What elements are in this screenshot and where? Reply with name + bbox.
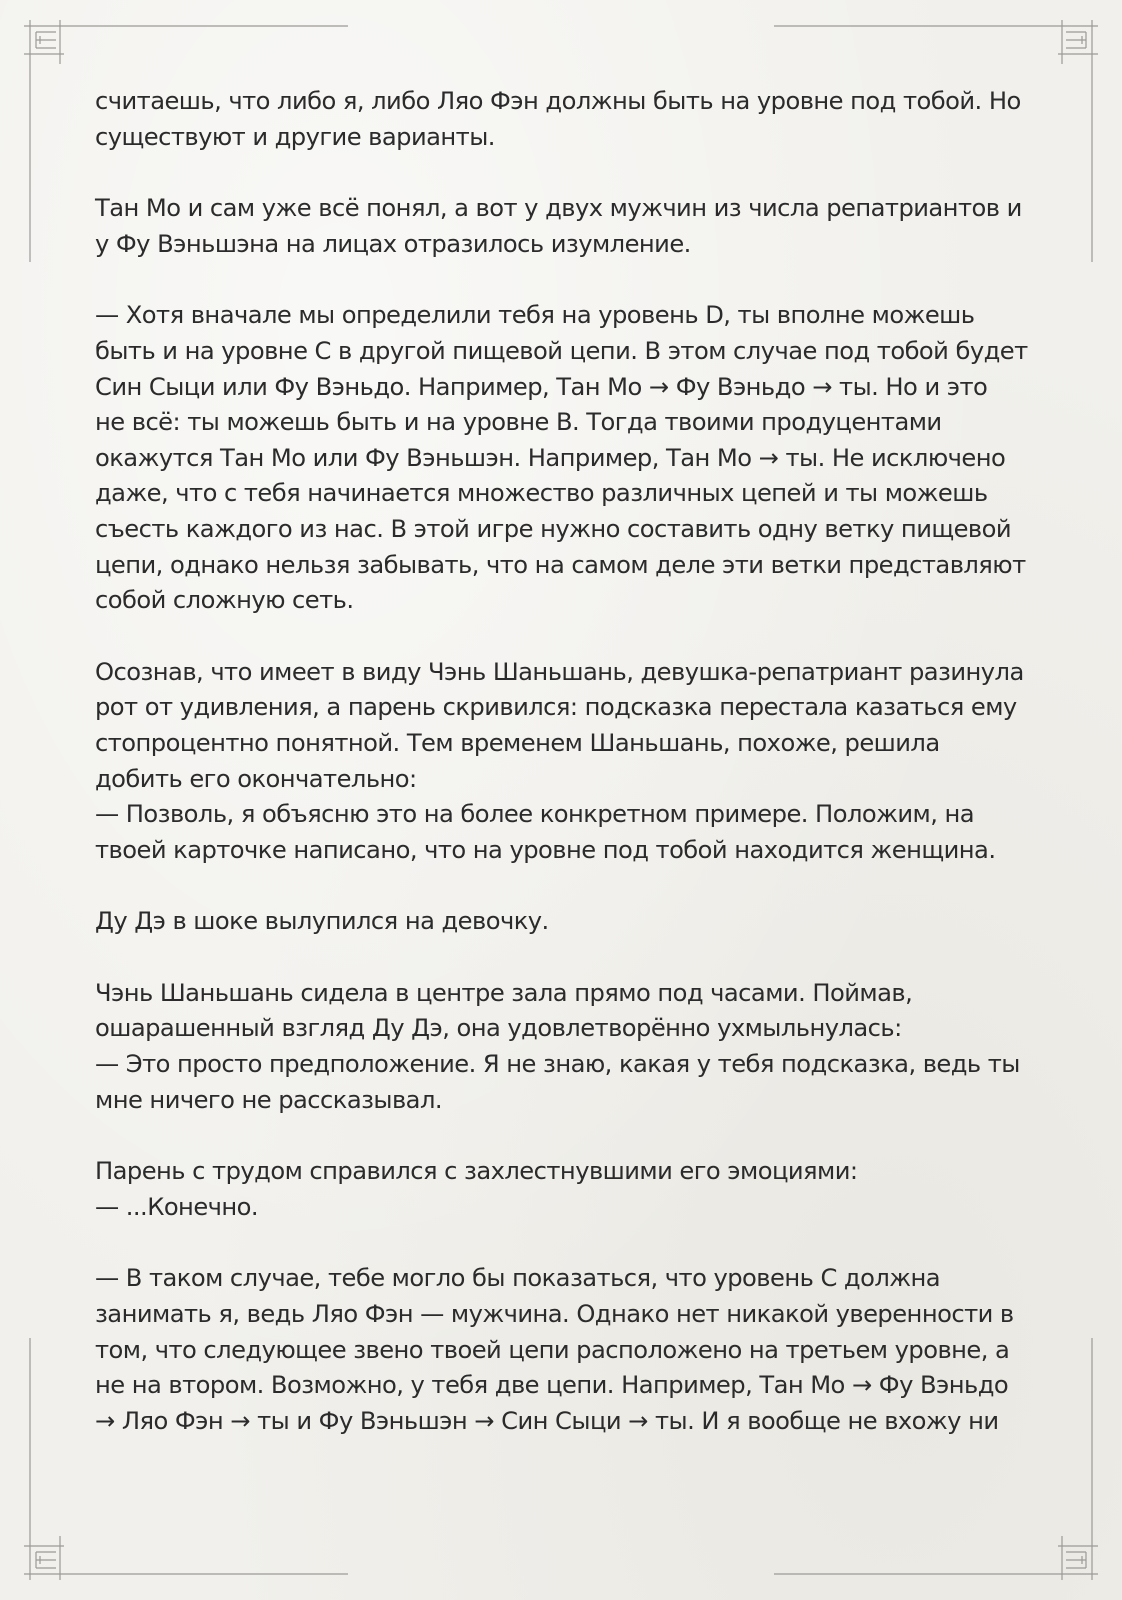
text-line: — Это просто предположение. Я не знаю, какая у тебя подсказка, ведь ты <box>95 1050 1020 1079</box>
text-line: занимать я, ведь Ляо Фэн — мужчина. Однако нет никакой уверенности в <box>95 1300 1014 1329</box>
paragraph <box>95 655 1035 869</box>
paragraph <box>95 1261 1035 1439</box>
text-line: том, что следующее звено твоей цепи расположено на третьем уровне, а <box>95 1335 1010 1364</box>
text-line: цепи, однако нельзя забывать, что на самом деле эти ветки представляют <box>95 550 1026 579</box>
text-line: у Фу Вэньшэна на лицах отразилось изумление. <box>95 229 691 258</box>
text-line: → Ляо Фэн → ты и Фу Вэньшэн → Син Сыци → ты. И я вообще не вхожу ни <box>95 1406 999 1435</box>
text-line: не всё: ты можешь быть и на уровне B. Тогда твоими продуцентами <box>95 408 942 437</box>
text-line: окажутся Тан Мо или Фу Вэньшэн. Например, Тан Мо → ты. Не исключено <box>95 443 1006 472</box>
text-line: Чэнь Шаньшань сидела в центре зала прямо под часами. Поймав, <box>95 978 913 1007</box>
text-line: — В таком случае, тебе могло бы показаться, что уровень C должна <box>95 1264 941 1293</box>
text-line: мне ничего не рассказывал. <box>95 1085 443 1114</box>
text-line: стопроцентно понятной. Тем временем Шаньшань, похоже, решила <box>95 728 940 757</box>
text-line: Тан Мо и сам уже всё понял, а вот у двух мужчин из числа репатриантов и <box>95 194 1022 223</box>
paragraph <box>95 1154 1035 1225</box>
text-line: Парень с трудом справился с захлестнувшими его эмоциями: <box>95 1157 858 1186</box>
text-line: — Хотя вначале мы определили тебя на уровень D, ты вполне можешь <box>95 301 975 330</box>
text-line: собой сложную сеть. <box>95 586 354 615</box>
paragraph <box>95 84 1035 155</box>
text-line: Осознав, что имеет в виду Чэнь Шаньшань, девушка-репатриант разинула <box>95 657 1024 686</box>
text-line: съесть каждого из нас. В этой игре нужно составить одну ветку пищевой <box>95 514 1012 543</box>
text-line: даже, что с тебя начинается множество различных цепей и ты можешь <box>95 479 988 508</box>
text-body <box>95 84 1035 1475</box>
text-line: добить его окончательно: <box>95 764 417 793</box>
text-line: ошарашенный взгляд Ду Дэ, она удовлетворённо ухмыльнулась: <box>95 1014 902 1043</box>
text-line: считаешь, что либо я, либо Ляо Фэн должны быть на уровне под тобой. Но <box>95 87 1021 115</box>
text-line: твоей карточке написано, что на уровне под тобой находится женщина. <box>95 835 996 864</box>
text-line: быть и на уровне C в другой пищевой цепи. В этом случае под тобой будет <box>95 336 1028 365</box>
text-line: не на втором. Возможно, у тебя две цепи. Например, Тан Мо → Фу Вэньдо <box>95 1371 1009 1400</box>
text-line: рот от удивления, а парень скривился: подсказка перестала казаться ему <box>95 693 1017 722</box>
text-line: Син Сыци или Фу Вэньдо. Например, Тан Мо → Фу Вэньдо → ты. Но и это <box>95 372 988 401</box>
paragraph <box>95 191 1035 262</box>
paragraph <box>95 976 1035 1118</box>
text-line: — ...Конечно. <box>95 1192 259 1221</box>
text-line: существуют и другие варианты. <box>95 122 495 151</box>
text-line: — Позволь, я объясню это на более конкретном примере. Положим, на <box>95 800 975 829</box>
paragraph <box>95 904 1035 940</box>
text-line: Ду Дэ в шоке вылупился на девочку. <box>95 907 549 936</box>
paragraph <box>95 298 1035 618</box>
